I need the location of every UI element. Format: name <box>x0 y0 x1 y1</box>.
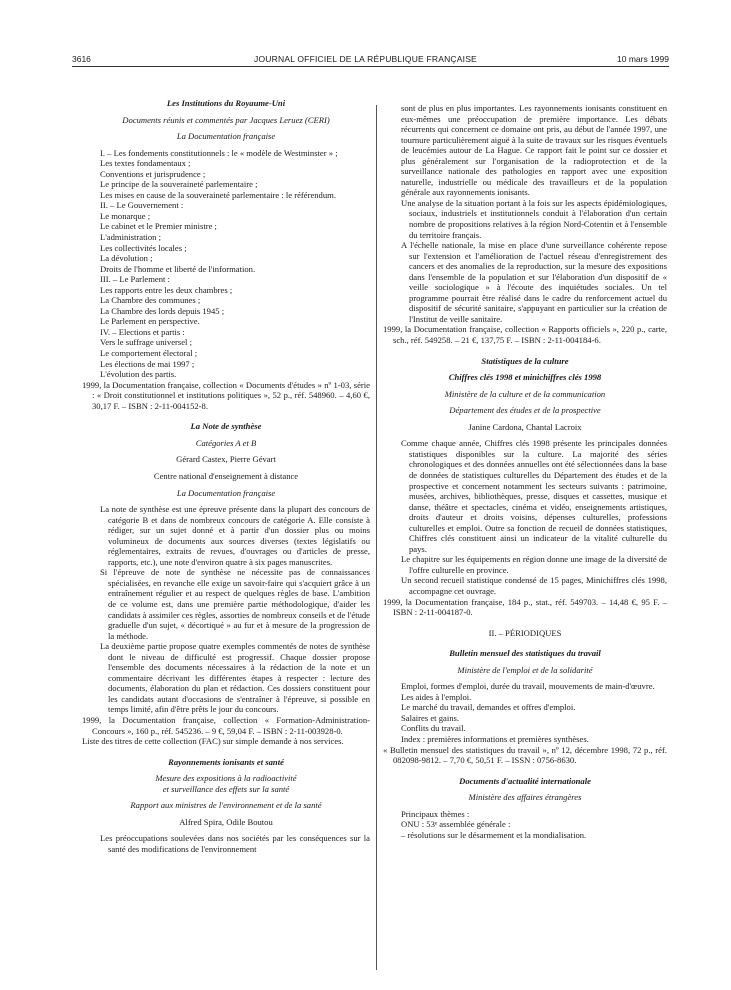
topic-item: Les aides à l'emploi. <box>401 691 472 702</box>
body-paragraph: La note de synthèse est une épreuve présente dans la plupart des concours de catégorie B et dans de nombreux concours de catégorie A. Elle consiste à rédiger, sur un sujet donné et à partir d'un dossier plus ou moins volumineux de documents aux sources diverses (textes législatifs ou réglementaires, extraits de revues, d'ouvrages ou d'articles de presse, rapports, etc.), une note d'environ quatre à six pages manuscrites. <box>100 504 370 567</box>
publication-reference: 1999, la Documentation française, collection « Rapports officiels », 220 p., carte, sch., réf. 549258. – 21 €, 137,75 F. – ISBN : 2-11-004184-6. <box>383 324 667 346</box>
toc-item: III. – Le Parlement : <box>100 274 170 285</box>
page-header <box>0 0 731 64</box>
toc-list <box>82 148 370 380</box>
toc-item: Le Parlement en perspective. <box>100 316 200 327</box>
section-authors: Documents réunis et commentés par Jacques Leruez (CERI) <box>122 114 330 125</box>
report-label: Rapport aux ministres de l'environnement et de la santé <box>130 800 322 811</box>
publication-reference: 1999, la Documentation française, collection « Documents d'études » nº 1-03, série : « Droit constitutionnel et institutions politiques », 52 p., réf. 548960. – 4,60 €, 30,17 F. – ISBN : 2-11-004152-8. <box>82 379 370 411</box>
toc-item: Les rapports entre les deux chambres ; <box>100 284 233 295</box>
toc-item: II. – Le Gouvernement : <box>100 200 184 211</box>
section-publisher: La Documentation française <box>176 487 276 498</box>
topic-item: Salaires et gains. <box>401 712 459 723</box>
topic-item: Index : premières informations et premières synthèses. <box>401 733 589 744</box>
toc-item: Le cabinet et le Premier ministre ; <box>100 221 217 232</box>
body-paragraph: A l'échelle nationale, la mise en place d'une surveillance cohérente repose sur l'extension et l'amélioration de l'actuel réseau d'enregistrement des cancers et des anomalies de la reproduction, sur la mesure des expositions dans l'ensemble de la population et sur l'élaboration d'un dispositif de « veille sociologique » à l'écoute des inquiétudes sociales. Un tel programme pourrait être réalisé dans le cadre du renforcement actuel du dispositif de sécurité sanitaire, s'appuyant en particulier sur la création de l'Institut de veille sanitaire. <box>401 240 667 324</box>
section-ministry: Ministère de l'emploi et de la solidarité <box>457 664 593 675</box>
toc-item: Le monarque ; <box>100 210 151 221</box>
theme-item: ONU : 53ᵉ assemblée générale : <box>401 819 511 830</box>
publication-reference: « Bulletin mensuel des statistiques du travail », nº 12, décembre 1998, 72 p., réf. 082098-9812. – 7,70 €, 50,51 F. – ISSN : 0756-8630. <box>383 744 667 766</box>
section-title-statistiques-culture: Statistiques de la culture <box>481 355 569 366</box>
section-title-institutions: Les Institutions du Royaume-Uni <box>166 98 286 108</box>
header-rule <box>72 66 669 67</box>
body-paragraph: Les préoccupations soulevées dans nos sociétés par les conséquences sur la santé des modifications de l'environnement <box>100 833 370 854</box>
issue-date: 10 mars 1999 <box>617 54 669 64</box>
topic-item: Emploi, formes d'emploi, durée du travail, mouvements de main-d'œuvre. <box>401 681 655 692</box>
section-title-bulletin: Bulletin mensuel des statistiques du travail <box>449 648 601 659</box>
body-paragraph: Le chapitre sur les équipements en région donne une image de la diversité de l'offre culturelle en province. <box>401 554 667 575</box>
toc-item: La Chambre des communes ; <box>100 295 201 306</box>
toc-item: L'évolution des partis. <box>100 369 177 380</box>
section-organization: Centre national d'enseignement à distance <box>153 470 299 481</box>
toc-item: Les mises en cause de la souveraineté parlementaire : le référendum. <box>100 189 336 200</box>
section-title-actualite-internationale: Documents d'actualité internationale <box>459 775 591 786</box>
publication-reference: 1999, la Documentation française, 184 p., stat., réf. 549703. – 14,48 €, 95 F. – ISBN : 2-11-004187-0. <box>383 596 667 618</box>
topic-item: Conflits du travail. <box>401 723 466 734</box>
section-authors: Janine Cardona, Chantal Lacroix <box>468 421 582 432</box>
body-paragraph: Si l'épreuve de note de synthèse ne nécessite pas de connaissances spécialisées, en revanche elle exige un savoir-faire qui s'acquiert grâce à un entraînement régulier et au respect de quelques règles de base. L'ambition de ce volume est, dans une première partie méthodologique, d'aider les candidats à assimiler ces règles, assorties de nombreux conseils et de l'étude graduelle d'un sujet, « décortiqué » au fur et à mesure de la progression de la méthode. <box>100 567 370 641</box>
toc-item: Droits de l'homme et liberté de l'information. <box>100 263 256 274</box>
body-paragraph: Comme chaque année, Chiffres clés 1998 présente les principales données statistiques disponibles sur la culture. La majorité des séries chronologiques et des données annuelles ont été sélectionnées dans la base de données de statistiques culturelles du Département des études et de la prospective et concernent notamment les secteurs suivants : patrimoine, musées, archives, bibliothèques, presse, disques et cassettes, musique et danse, théâtre et spectacles, cinéma et vidéo, enseignements artistiques, droits d'auteur et droits voisins, dépenses culturelles, professions culturelles et emploi. Outre sa fonction de recueil de données statistiques, Chiffres clés constituent ainsi un indicateur de la vitalité culturelle du pays. <box>401 438 667 554</box>
toc-item: Le comportement électoral ; <box>100 348 198 359</box>
section-title-note-synthese: La Note de synthèse <box>190 421 262 432</box>
themes-label: Principaux thèmes : <box>401 808 470 819</box>
body-paragraph: La deuxième partie propose quatre exemples commentés de notes de synthèse dont le niveau de difficulté est progressif. Chaque dossier propose l'ensemble des documents nécessaires à la rédaction de la note et un commentaire décrivant les différentes étapes à respecter : lecture des documents, élaboration du plan et rédaction. Ces dossiers constituent pour les candidats autant d'occasions de s'entraîner à l'épreuve, si possible en temps limité, afin d'être prêts le jour du concours. <box>100 641 370 715</box>
body-paragraph: Une analyse de la situation portant à la fois sur les aspects épidémiologiques, sociaux, industriels et institutionnels conduit à l'élaboration d'un certain nombre de propositions relatives à la région Nord-Cotentin et à l'ensemble du territoire français. <box>401 197 667 240</box>
toc-item: L'administration ; <box>100 232 161 243</box>
column-divider <box>376 105 377 970</box>
publication-reference: 1999, la Documentation française, collection « Formation-Administration-Concours », 160 p., réf. 545236. – 9 €, 59,04 F. – ISBN : 2-11-003928-0. <box>82 714 370 736</box>
topic-item: Le marché du travail, demandes et offres d'emploi. <box>401 702 576 713</box>
section-authors: Alfred Spira, Odile Boutou <box>179 816 273 827</box>
collection-note: Liste des titres de cette collection (FAC) sur simple demande à nos services. <box>82 736 344 747</box>
theme-item: – résolutions sur le désarmement et la mondialisation. <box>401 829 587 840</box>
section-body <box>82 504 370 715</box>
toc-item: Les collectivités locales ; <box>100 242 187 253</box>
section-subtitle: Catégories A et B <box>195 437 257 448</box>
section-department: Département des études et de la prospective <box>449 405 601 416</box>
section-subtitle: Chiffres clés 1998 et minichiffres clés 1998 <box>448 372 602 383</box>
section-subtitle: et surveillance des effets sur la santé <box>162 783 290 794</box>
right-column <box>383 103 667 840</box>
body-paragraph: sont de plus en plus importantes. Les rayonnements ionisants constituent en eux-mêmes une préoccupation de première importance. Les débats récurrents qui concernent ce domaine ont pris, au début de l'année 1997, une tournure particulièrement aiguë à la suite de travaux sur les risques éventuels de leucémies autour de La Hague. Ce rapport fait le point sur ce dossier et plus généralement sur l'organisation de la radioprotection et de la surveillance nationale des pathologies en rapport avec une exposition naturelle, industrielle ou médicale des travailleurs et de la population générale aux rayonnements ionisants. <box>401 103 667 198</box>
toc-item: La Chambre des lords depuis 1945 ; <box>100 305 225 316</box>
toc-item: Le principe de la souveraineté parlementaire ; <box>100 179 258 190</box>
theme-list <box>383 809 667 841</box>
part-heading-periodiques: II. – PÉRIODIQUES <box>488 627 562 638</box>
toc-item: Vers le suffrage universel ; <box>100 337 192 348</box>
section-publisher: La Documentation française <box>176 131 276 142</box>
section-body <box>383 438 667 596</box>
section-ministry: Ministère des affaires étrangères <box>468 792 582 803</box>
toc-item: Les élections de mai 1997 ; <box>100 358 195 369</box>
toc-item: Les textes fondamentaux ; <box>100 158 191 169</box>
section-subtitle: Mesure des expositions à la radioactivité <box>155 773 297 784</box>
section-body <box>383 103 667 324</box>
toc-item: I. – Les fondements constitutionnels : le « modèle de Westminster » ; <box>100 147 338 158</box>
topic-list <box>383 681 667 744</box>
toc-item: Conventions et jurisprudence ; <box>100 168 206 179</box>
section-title-rayonnements: Rayonnements ionisants et santé <box>168 756 284 767</box>
page-number: 3616 <box>72 54 91 64</box>
section-authors: Gérard Castex, Pierre Gévart <box>176 454 276 465</box>
toc-item: IV. – Elections et partis : <box>100 326 185 337</box>
left-column <box>82 98 370 854</box>
body-paragraph: Un second recueil statistique condensé de 15 pages, Minichiffres clés 1998, accompagne cet ouvrage. <box>401 575 667 596</box>
section-ministry: Ministère de la culture et de la communication <box>444 388 606 399</box>
toc-item: La dévolution ; <box>100 253 153 264</box>
journal-title: JOURNAL OFFICIEL DE LA RÉPUBLIQUE FRANÇAISE <box>254 54 477 64</box>
